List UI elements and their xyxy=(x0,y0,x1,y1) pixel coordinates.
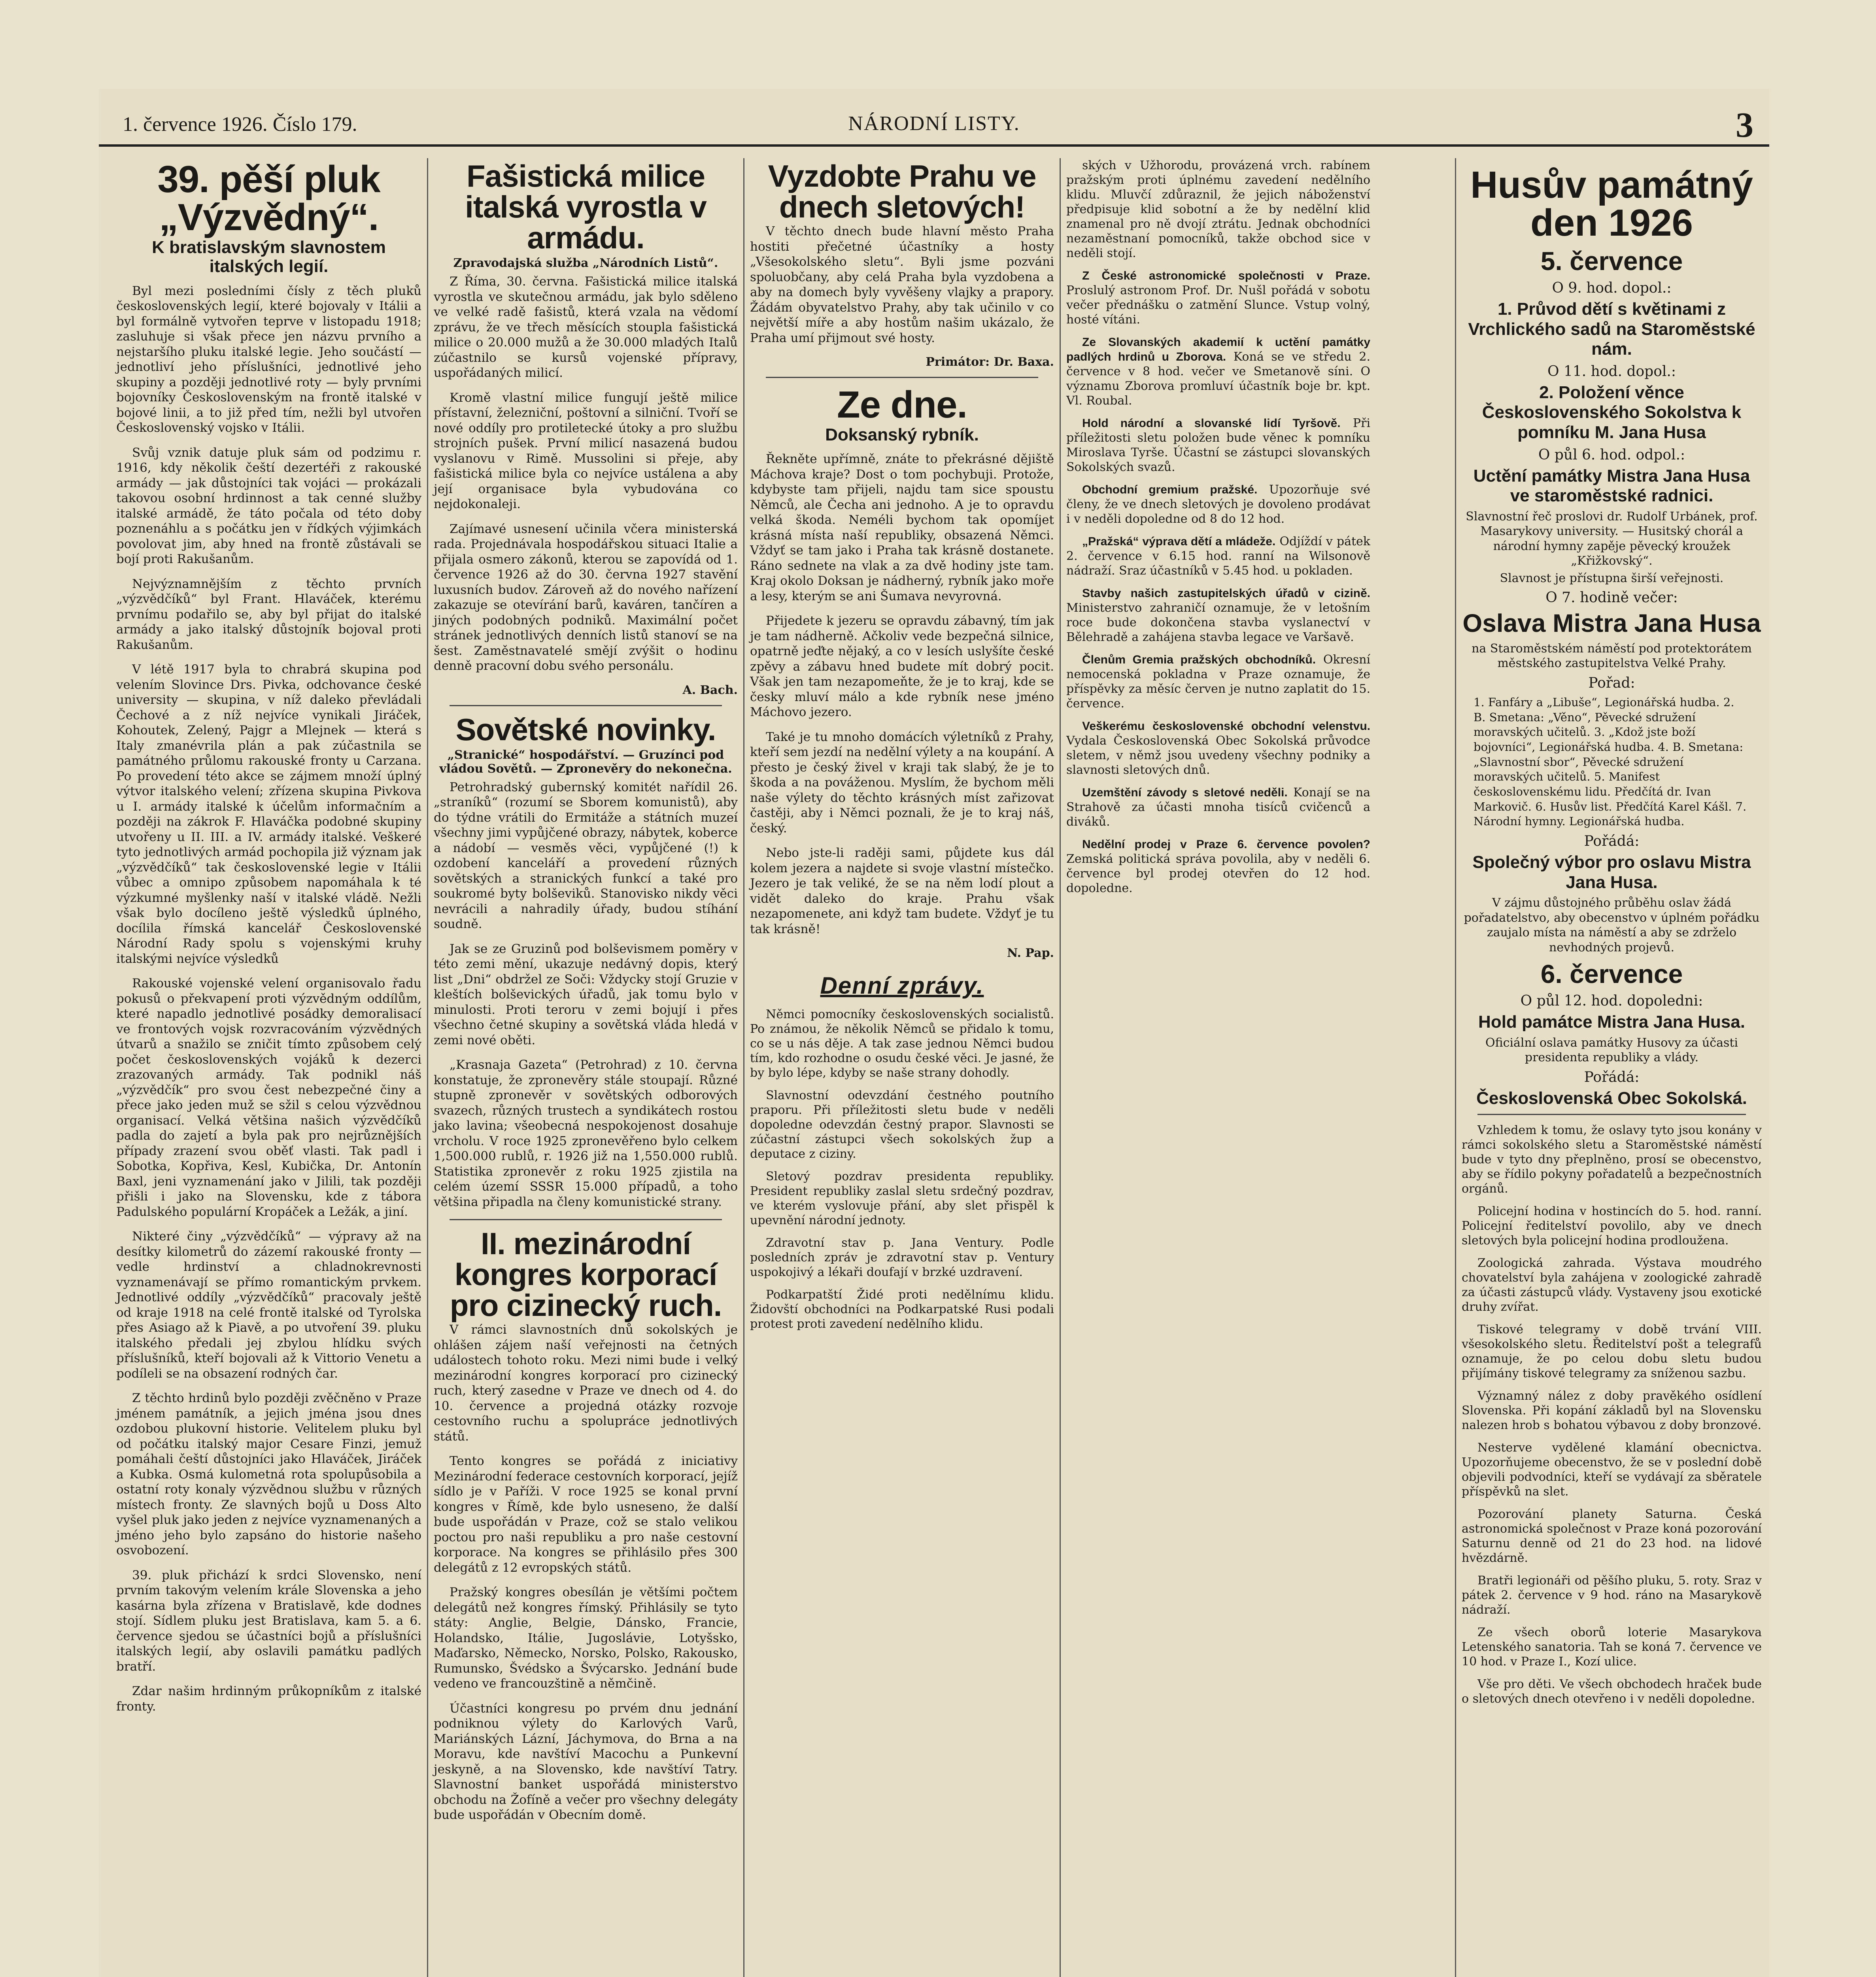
program-note: Oficiální oslava památky Husovy za účasti presidenta republiky a vlády. xyxy=(1485,1036,1738,1065)
program-item: Československá Obec Sokolská. xyxy=(1476,1088,1747,1108)
news-item: Významný nález z doby pravěkého osídlení Slovenska. Při kopání základů byl na Slovensku nalezen hrob s bohatou výbavou z doby bronzové. xyxy=(1462,1389,1762,1433)
program-note: V zájmu důstojného průběhu oslav žádá pořadatelstvo, aby obecenstvo v úplném pořádku zaujalo místa na náměstí a aby se zdrželo nevhodných projevů. xyxy=(1464,896,1760,954)
program-item: Hold památce Mistra Jana Husa. xyxy=(1478,1012,1745,1032)
program-time: O půl 6. hod. odpol.: xyxy=(1538,446,1685,463)
article-paragraph: Jak se ze Gruzinů pod bolševismem poměry v této zemi mění, ukazuje nedávný dopis, který list „Dni“ obdržel ze Soči: Vždycky stojí Gruzie v kleštích bolševických úřadů, jak tomu bylo v minulosti. Proti teroru v zemi bojují i přes všechno četné skupiny a sovětská vláda hledá v zemi nové oběti. xyxy=(434,941,738,1047)
headline-sovetske-novinky: Sovětské novinky. xyxy=(455,712,716,747)
news-item: Vše pro děti. Ve všech obchodech hraček bude o sletových dnech otevřeno i v neděli dopoledne. xyxy=(1462,1677,1762,1706)
news-item-heading: Uzemštění závody s sletové neděli. xyxy=(1082,786,1288,799)
newspaper-page xyxy=(99,89,1769,1977)
news-item-text: Koná se ve středu 2. července v 8 hod. večer ve Smetanově síni. O významu Zborova promluví účastník boje br. kpt. Vl. Roubal. xyxy=(1066,350,1370,408)
article-paragraph: Zajímavé usnesení učinila včera ministerská rada. Projednávala hospodářskou situaci Italie a přijala osmero zákonů, kterou se zapovídá od 1. července 1926 až do 30. června 1927 stavění luxusních budov. Zároveň až do nového nařízení zakazuje se otevírání barů, kaváren, tančíren a jiných podobných podniků. Maximální počet stránek jednotlivých denních listů stanoví se na šest. Zaměstnavatelé smějí zvýšit o hodinu denně pracovní dobu svého personálu. xyxy=(434,522,738,673)
program-label: Pořádá: xyxy=(1584,833,1640,850)
article-paragraph: Účastníci kongresu po prvém dnu jednání podniknou výlety do Karlových Varů, Mariánských Lázní, Jáchymova, do Brna a na Moravu, kde navštíví Macochu a Punkevní jeskyně, a na Slovensko, kde navštíví Tatry. Slavnostní banket uspořádá ministerstvo obchodu na Žofíně a večer pro všechny delegáty bude uspořádán v Obecním domě. xyxy=(434,1701,738,1822)
headline-39-pluk: 39. pěší pluk „Výzvědný“. xyxy=(157,158,380,238)
article-paragraph: „Krasnaja Gazeta“ (Petrohrad) z 10. června konstatuje, že zpronevěry stále stoupají. Různé stupně zpronevěr v sovětských odborových svazech, různých trustech a syndikátech rostou jako lavina; všeobecná nespokojenost dosahuje vrcholu. V roce 1925 zpronevěřeno bylo celkem 1,500.000 rublů, r. 1926 již na 1,550.000 rublů. Statistika zpronevěr z roku 1925 zjistila na celém území SSSR 15.000 případů, a toho většina připadla na členy komunistické strany. xyxy=(434,1058,738,1209)
news-item: Nesterve vydělené klamání obecnictva. Upozorňujeme obecenstvo, že se v poslední době objevili podvodníci, kteří se vydávají za sběratele příspěvků na slet. xyxy=(1462,1441,1762,1499)
program-item: Společný výbor pro oslavu Mistra Jana Husa. xyxy=(1472,852,1751,892)
article-paragraph: Tento kongres se pořádá z iniciativy Mezinárodní federace cestovních korporací, jejíž sídlo je v Paříži. V roce 1925 se konal první kongres v Římě, kde bylo usneseno, že další bude uspořádán v Praze, což se stalo velikou poctou pro naši republiku a pro naše cestovní korporace. Na kongres se přihlásilo přes 300 delegátů z 12 evropských států. xyxy=(434,1454,738,1575)
article-paragraph: V rámci slavnostních dnů sokolských je ohlášen zájem naší veřejnosti na četných událostech tohoto roku. Mezi nimi bude i velký mezinárodní kongres korporací pro cizinecký ruch, který zasedne v Praze ve dnech od 4. do 10. července a projedná otázky rozvoje cestovního ruchu a spolupráce jednotlivých států. xyxy=(434,1323,738,1444)
article-paragraph: Svůj vznik datuje pluk sám od podzimu r. 1916, kdy několik čeští dezertéři z rakouské armády — jak důstojníci tak vojáci — prokázali takovou osobní hrdinnost a tak cenné služby italské armádě, že táto počala od této doby poznenáhlu a s počátku jen v řídkých výjimkách povolovat jim, aby hned na frontě zůstávali se bojí proti Rakušanům. xyxy=(116,445,421,567)
news-item-text: Vydala Československá Obec Sokolská průvodce sletem, v němž jsou uvedeny všechny podniky a slavnosti sletových dnů. xyxy=(1066,734,1370,777)
divider xyxy=(766,377,1038,378)
divider xyxy=(1477,1114,1746,1115)
hus-program-title: Husův památný den 1926 xyxy=(1470,164,1753,244)
news-item-text: Proslulý astronom Prof. Dr. Nušl pořádá v sobotu večer přednášku o zatmění Slunce. Vstup volný, hosté vítáni. xyxy=(1066,284,1370,327)
credit-line: Zpravodajská služba „Národních Listů“. xyxy=(453,256,718,270)
article-paragraph: Nebo jste-li raději sami, půjdete kus dál kolem jezera a najdete si svoje vlastní místečko. Jezero je tak veliké, že se na něm lodí plout a vidět daleko do kraje. Prahu však nezapomenete, ani když tam budete. Vždyť je tu tak krásně! xyxy=(750,846,1054,936)
news-item-text: Okresní nemocenská pokladna v Praze oznamuje, že příspěvky za měsíc červen je nutno zaplatit do 15. července. xyxy=(1066,653,1371,711)
article-paragraph: Z těchto hrdinů bylo později zvěčněno v Praze jménem památník, a jejich jména jsou dnes ozdobou plukovní historie. Velitelem pluku byl od počátku italský major Cesare Finzi, jemuž pomáhali čeští důstojníci jako Hlaváček, Jiráček a Kubka. Osmá kulometná rota spolupůsobila a ostatní roty konaly výzvědnou službu v různých místech fronty. Ze slavných bojů u Doss Alto vyšel pluk jako jeden z nejvíce vyznamenaných a jméno jeho bylo zapsáno do historie našeho osvobození. xyxy=(116,1391,421,1558)
news-item-heading: Ze Slovanských akademií k uctění památky padlých hrdinů u Zborova. xyxy=(1066,336,1370,363)
divider xyxy=(450,705,722,706)
column-3 xyxy=(743,158,1060,1977)
author-signature: Primátor: Dr. Baxa. xyxy=(926,355,1054,369)
article-paragraph: Také je tu mnoho domácích výletníků z Prahy, kteří sem jezdí na nedělní výlety a na koupání. A přesto je český živel v kraji tak slabý, že je to škoda a na pováženou. Myslím, že bychom měli naše výlety do těchto krásných míst zařizovat častěji, aby i Němci poznali, že je to kraj náš, český. xyxy=(750,730,1054,835)
page-number: 3 xyxy=(1736,106,1753,145)
news-item xyxy=(1066,785,1370,829)
masthead xyxy=(99,101,1769,147)
article-paragraph: Řekněte upřímně, znáte to překrásné dějiště Máchova kraje? Dost o tom pochybuji. Protože, kdybyste tam přijeli, najdu tam sice spoustu Němců, ale Čecha ani jednoho. A je to opravdu velká škoda. Neméli bychom tak opomíjet krásná místa naší republiky, obsazená Němci. Vždyť se tam jako i Praha tak krásně dostanete. Ráno sednete na vlak a za dvě hodiny jste tam. Kraj okolo Doksan je nádherný, rybník jako moře a lesy, kterým se ani Šumava nevyrovná. xyxy=(750,452,1054,603)
column-4 xyxy=(1060,158,1376,1977)
news-item-heading: Veškerému československé obchodní velenstvu. xyxy=(1082,720,1370,733)
news-item-heading: Nedělní prodej v Praze 6. července povolen? xyxy=(1082,838,1370,851)
news-item: Pozorování planety Saturna. Česká astronomická společnost v Praze koná pozorování Saturnu denně od 21 do 23 hod. na lidové hvězdárně. xyxy=(1462,1507,1762,1565)
program-time: O 11. hod. dopol.: xyxy=(1547,363,1676,380)
subhead-sovetske: „Stranické“ hospodářství. — Gruzínci pod vládou Sovětů. — Zpronevěry do nekonečna. xyxy=(439,748,732,776)
news-item: Bratři legionáři od pěšího pluku, 5. roty. Sraz v pátek 2. července v 9 hod. ráno na Masarykově nádraží. xyxy=(1462,1574,1762,1617)
date-issue: 1. července 1926. Číslo 179. xyxy=(123,113,357,136)
news-item-text: Konají se na Strahově za účasti mnoha tisíců cvičenců a diváků. xyxy=(1066,786,1370,829)
headline-kongres: II. mezinárodní kongres korporací pro cizinecký ruch. xyxy=(450,1226,722,1323)
news-item: Slavnostní odevzdání čestného poutního praporu. Při příležitosti sletu bude v neděli dopoledne odevzdán čestný prapor. Slavnosti se zúčastní zástupci všech sokolských žup a deputace z ciziny. xyxy=(750,1089,1054,1161)
headline-vyzdobte-prahu: Vyzdobte Prahu ve dnech sletových! xyxy=(768,159,1036,224)
news-item: Policejní hodina v hostincích do 5. hod. ranní. Policejní ředitelství povolilo, aby ve dnech sletových byla policejní hodina prodloužena. xyxy=(1462,1204,1762,1248)
program-time: O půl 12. hod. dopoledni: xyxy=(1520,993,1703,1009)
news-item-text: Ministerstvo zahraničí oznamuje, že v letošním roce bude dokončena stavba vyslanectví v Bělehradě a zahájena stavba legace ve Varšavě. xyxy=(1066,601,1370,644)
headline-ze-dne: Ze dne. xyxy=(837,384,967,426)
article-paragraph: Pražský kongres obesílán je většími počtem delegátů než kongres římský. Přihlásily se tyto státy: Anglie, Belgie, Dánsko, Francie, Holandsko, Itálie, Jugoslávie, Lotyšsko, Maďarsko, Německo, Norsko, Polsko, Rakousko, Rumunsko, Švédsko a Švýcarsko. Jednání bude vedeno ve francouzštině a němčině. xyxy=(434,1585,738,1691)
article-paragraph: Kromě vlastní milice fungují ještě milice přístavní, železniční, poštovní a silniční. Tvoří se nové oddíly pro protiletecké útoky a pro službu strojních pušek. První milicí nasazená budou vyslanovu v Rimě. Mussolini si přeje, aby fašistická milice byla co nejvíce ustálena a aby její organisace byla vybudována co nejdokonaleji. xyxy=(434,390,738,511)
news-item: Podkarpatští Židé proti nedělnímu klidu. Židovští obchodníci na Podkarpatské Rusi podali protest proti zavedení nedělního klidu. xyxy=(750,1288,1054,1331)
news-item xyxy=(1066,652,1370,711)
program-time: O 7. hodině večer: xyxy=(1545,590,1678,606)
news-item xyxy=(1066,268,1370,327)
news-item-heading: Hold národní a slovanské lidí Tyršově. xyxy=(1082,417,1341,430)
program-note: Slavnostní řeč proslovi dr. Rudolf Urbánek, prof. Masarykovy university. — Husitský chorál a národní hymny zapěje pěvecký kroužek „Křižkovský“. xyxy=(1466,509,1758,568)
program-item: 1. Průvod dětí s květinami z Vrchlického sadů na Staroměstské nám. xyxy=(1468,299,1755,359)
program-item: 2. Položení věnce Československého Sokolstva k pomníku M. Jana Husa xyxy=(1482,382,1742,442)
news-item-heading: „Pražská“ výprava dětí a mládeže. xyxy=(1082,535,1276,548)
article-paragraph: V těchto dnech bude hlavní město Praha hostiti přečetné účastníky a hosty „Všesokolského sletu“. Byli jsme pozváni spoluobčany, aby celá Praha byla vyzdobena a aby na domech byly vyvěšeny vlajky a prapory. Žádám obyvatelstvo Prahy, aby tak učinilo v co největší míře a aby hostům našim ukázalo, že Praha umí přijmout své hosty. xyxy=(750,224,1054,345)
news-item: Zdravotní stav p. Jana Ventury. Podle posledních zpráv je zdravotní stav p. Ventury uspokojivý a lékaři doufají v brzké uzdravení. xyxy=(750,1236,1054,1280)
program-note: na Staroměstském náměstí pod protektorátem městského zastupitelstva Velké Prahy. xyxy=(1472,641,1752,671)
news-item xyxy=(1066,482,1370,526)
article-paragraph: Přijedete k jezeru se opravdu zábavný, tím jak je tam nádherně. Ačkoliv vede bezpečná silnice, opatrně jeďte nějaký, a co v lesích uslyšíte české zpěvy a zábavu hned budete mít dobrý pocit. Však jen tam nezapomeňte, že je to kraj, kde se česky mluví málo a kde rybník nese jméno Máchovo jezero. xyxy=(750,614,1054,720)
news-item: Vzhledem k tomu, že oslavy tyto jsou konány v rámci sokolského sletu a Staroměstské náměstí bude v tyto dny přeplněno, prosí se obecenstvo, aby se řídilo pokyny pořadatelů a bezpečnostních orgánů. xyxy=(1462,1123,1762,1196)
program-day: 5. července xyxy=(1540,246,1683,276)
divider xyxy=(450,1219,722,1220)
author-signature: A. Bach. xyxy=(682,683,738,697)
column-1 xyxy=(111,158,427,1977)
news-item xyxy=(1066,719,1370,777)
article-paragraph: Rakouské vojenské velení organisovalo řadu pokusů o překvapení proti výzvědným oddílům, které napadlo jednotlivé posádky demoralisací ve frontových vojsk rozvracováním výzvědných útvarů a snažilo se zničit tímto způsobem celý počet československých vojáků k dezerci zrazovaných armády. Tak podnikl náš „výzvědčík“ pro svou čest nebezpečné činy a přece jako jeden muž se sžil s celou výzvědnou organisací. Velká většina našich výzvědčíků padla do zajetí a byla pak pro nejrůznějších případy zrazení svou oběť vlasti. Tak padl i Sobotka, Kopřiva, Kesl, Kubička, Dr. Antonín Baxl, jeni vyznamenání jako v Jilili, tak později přišli i jako na Slovensku, kde z tábora Padulského populární Kropáček a Ležák, a jiní. xyxy=(116,976,421,1219)
article-paragraph: Byl mezi posledními čísly z těch pluků československých legií, které bojovaly v Itálii a byl formálně vytvořen teprve v listopadu 1918; zasluhuje si však přece jen názvu prvního a nejstaršího pluku italské legie. Jeho součástí — jednotliví jeho příslušníci, jednotlivé jeho skupiny a později jednotlivé roty — byly prvními bojovníky Československým na frontě italské v bojové linii, a to již před tím, nežli byl utvořen Československý vojsko v Itálii. xyxy=(116,284,421,435)
column-hus-program xyxy=(1455,158,1767,1977)
news-item-heading: Stavby našich zastupitelských úřadů v cizině. xyxy=(1082,587,1370,600)
program-label: Pořad: xyxy=(1588,675,1635,691)
subhead-doksansky-rybnik: Doksanský rybník. xyxy=(825,425,979,444)
news-item xyxy=(1066,586,1370,645)
news-item: Ze všech oborů loterie Masarykova Letenského sanatoria. Tah se koná 7. července ve 10 hod. v Praze I., Kozí ulice. xyxy=(1462,1625,1762,1669)
article-paragraph: Petrohradský gubernský komitét nařídil 26. „straníků“ (rozumí se Sborem komunistů), aby do týdne vrátili do Ermitáže a státních muzeí všechny jimi vypůjčené obrazy, nábytek, koberce a nádobí — vesměs věci, vypůjčené (!) k ozdobení kanceláří a provedení různých sovětských a stranických funkcí a také pro soukromé byty bolševiků. Stanovisko nikdy věci nevrácili a nahradily úřady, budou stíhání soudně. xyxy=(434,780,738,931)
article-paragraph: 39. pluk přichází k srdci Slovensko, není prvním takovým velením krále Slovenska a jeho kasárna byla zřízena v Bratislavě, kde dodnes stojí. Sídlem pluku jest Bratislava, kam 5. a 6. července sjedou se účastníci bojů a příslušníci italských legií, aby oslavili památku padlých bratří. xyxy=(116,1568,421,1674)
news-item-text: Upozorňuje své členy, že ve dnech sletových je dovoleno prodávat i v neděli dopoledne od 8 do 12 hod. xyxy=(1066,483,1370,526)
program-time: O 9. hod. dopol.: xyxy=(1552,280,1672,296)
program-list: 1. Fanfáry a „Libuše“, Legionářská hudba. 2. B. Smetana: „Věno“, Pěvecké sdružení moravských učitelů. 3. „Kdož jste boží bojovníci“, Legionářská hudba. 4. B. Smetana: „Slavnostní sbor“, Pěvecké sdružení moravských učitelů. 5. Manifest československému lidu. Předčítá dr. Ivan Markovič. 6. Husův list. Předčítá Karel Kášl. 7. Národní hymny. Legionářská hudba. xyxy=(1474,695,1747,828)
news-item xyxy=(1066,837,1370,896)
section-denni-zpravy: Denní zprávy. xyxy=(820,972,984,999)
article-paragraph: Z Říma, 30. června. Fašistická milice italská vyrostla ve skutečnou armádu, jak bylo sděleno ve velké radě fašistů, která vzala na vědomí zprávu, že ve třech měsících stoupla fašistická milice o 20.000 mužů a že 30.000 mladých Italů zúčastnilo se kursů vojenské přípravy, uspořádaných milicí. xyxy=(434,274,738,380)
article-paragraph: Zdar našim hrdinným průkopníkům z italské fronty. xyxy=(116,1684,421,1714)
news-item xyxy=(1066,416,1370,474)
news-item: Sletový pozdrav presidenta republiky. President republiky zaslal sletu srdečný pozdrav, ve kterém vyslovuje přání, aby slet přispěl k upevnění národní jednoty. xyxy=(750,1170,1054,1228)
article-paragraph: Nikteré činy „výzvědčíků“ — výpravy až na desítky kilometrů do zázemí rakouské fronty — vedle hrdinství a chladnokrevnosti vyznamenávají se přímo romantickým prvkem. Jednotlivé oddíly „výzvědčíků“ pracovaly ještě od kraje 1918 na celé frontě italské od Tyrolska přes Asiago až k Piavě, a po utvoření 39. pluku italského předali jej zbylou hlídku svých příslušníků, kteří bojovali až k Vittorio Venetu a podíleli se na obsazení rodných čar. xyxy=(116,1229,421,1381)
author-signature: N. Pap. xyxy=(1007,946,1054,960)
headline-fasisticka-milice: Fašistická milice italská vyrostla v armádu. xyxy=(465,159,707,255)
program-item: Oslava Mistra Jana Husa xyxy=(1462,609,1761,638)
news-item-text: Zemská politická správa povolila, aby v neděli 6. července byl prodej otevřen do 12 hod. dopoledne. xyxy=(1066,852,1370,895)
program-note: Slavnost je přístupna širší veřejnosti. xyxy=(1500,571,1724,585)
news-item xyxy=(1066,335,1370,408)
program-day: 6. července xyxy=(1540,959,1683,989)
news-item-text: Odjíždí v pátek 2. července v 6.15 hod. ranní na Wilsonově nádraží. Sraz účastníků v 5.45 hod. u pokladen. xyxy=(1066,535,1370,578)
news-item-text: Při příležitosti sletu položen bude věnec k pomníku Miroslava Tyrše. Účastní se zástupci slovanských Sokolských svazů. xyxy=(1066,416,1370,474)
column-2 xyxy=(427,158,743,1977)
news-item: Zoologická zahrada. Výstava moudrého chovatelství byla zahájena v zoologické zahradě za účasti zástupců vlády. Vystaveny jsou exotické druhy zvířat. xyxy=(1462,1256,1762,1314)
news-item-heading: Obchodní gremium pražské. xyxy=(1082,483,1258,496)
program-label: Pořádá: xyxy=(1584,1069,1640,1085)
news-item xyxy=(1066,534,1370,578)
news-item-heading: Členům Gremia pražských obchodníků. xyxy=(1082,653,1316,666)
program-item: Uctění památky Mistra Jana Husa ve staroměstské radnici. xyxy=(1473,466,1750,506)
article-paragraph: V létě 1917 byla to chrabrá skupina pod velením Slovince Drs. Pivka, odchovance české university — skupina, v níž daleko převládali Čechové a z níž nejvíce vynikali Jiráček, Kohoutek, Zelený, Pajgr a Mlejnek — která s Italy zmanévrila plán a pak zúčastnila se památného průlomu rakouské fronty u Carzana. Po provedení této akce se zájmem množí úplný výtvor italského velení; zřízena skupina Pivkova u I. armády italské k účelům informačním a později na zákrok F. Hlaváčka podobné skupiny utvořeny u II. III. a IV. armády italské. Veškeré tyto jednotlivých armád pochopila již význam jak „výzvědčíků“ tak československé legie v Itálii vůbec a omnipo způsobem napomáhala k té výzkumné myšlenky naší v italské vládě. Nežli však bylo docíleno ještě výsledků úplného, docílila římská kancelář Československé Národní Rady spolu s vojenskými kruhy italskými nejvíce výsledků xyxy=(116,662,421,966)
news-item: Tiskové telegramy v době trvání VIII. všesokolského sletu. Ředitelství pošt a telegrafů oznamuje, že po celou dobu sletu budou přijímány tiskové telegramy za sníženou sazbu. xyxy=(1462,1323,1762,1381)
news-item-heading: Z České astronomické společnosti v Praze. xyxy=(1082,269,1370,282)
paper-name: NÁRODNÍ LISTY. xyxy=(848,112,1020,135)
news-item: Němci pomocníky československých socialistů. Po známou, že několik Němců se přidalo k tomu, co se u nás děje. A tak zase jednou Němci budou tím, kdo rozhodne o osudu české věci. Je jasné, že by bylo lépe, kdyby se naše strany dohodly. xyxy=(750,1007,1054,1080)
subhead-39-pluk: K bratislavským slavnostem italských legií. xyxy=(152,238,386,276)
article-paragraph: Nejvýznamnějším z těchto prvních „výzvědčíků“ byl Frant. Hlaváček, kterému prvnímu podařilo se, aby byl přijat do italské armády a jako italský důstojník bojoval proti Rakušanům. xyxy=(116,576,421,652)
news-item: ských v Užhorodu, provázená vrch. rabínem pražským proti úplnému zavedení nedělního klidu. Mluvčí zdůraznil, že jejich náboženství předpisuje klid sobotní a že by nedělní klid znamenal pro ně dvojí ztrátu. Jednak obchodníci nezaměstnaní pomocníků, takže obchod sice v neděli stojí. xyxy=(1066,159,1370,260)
